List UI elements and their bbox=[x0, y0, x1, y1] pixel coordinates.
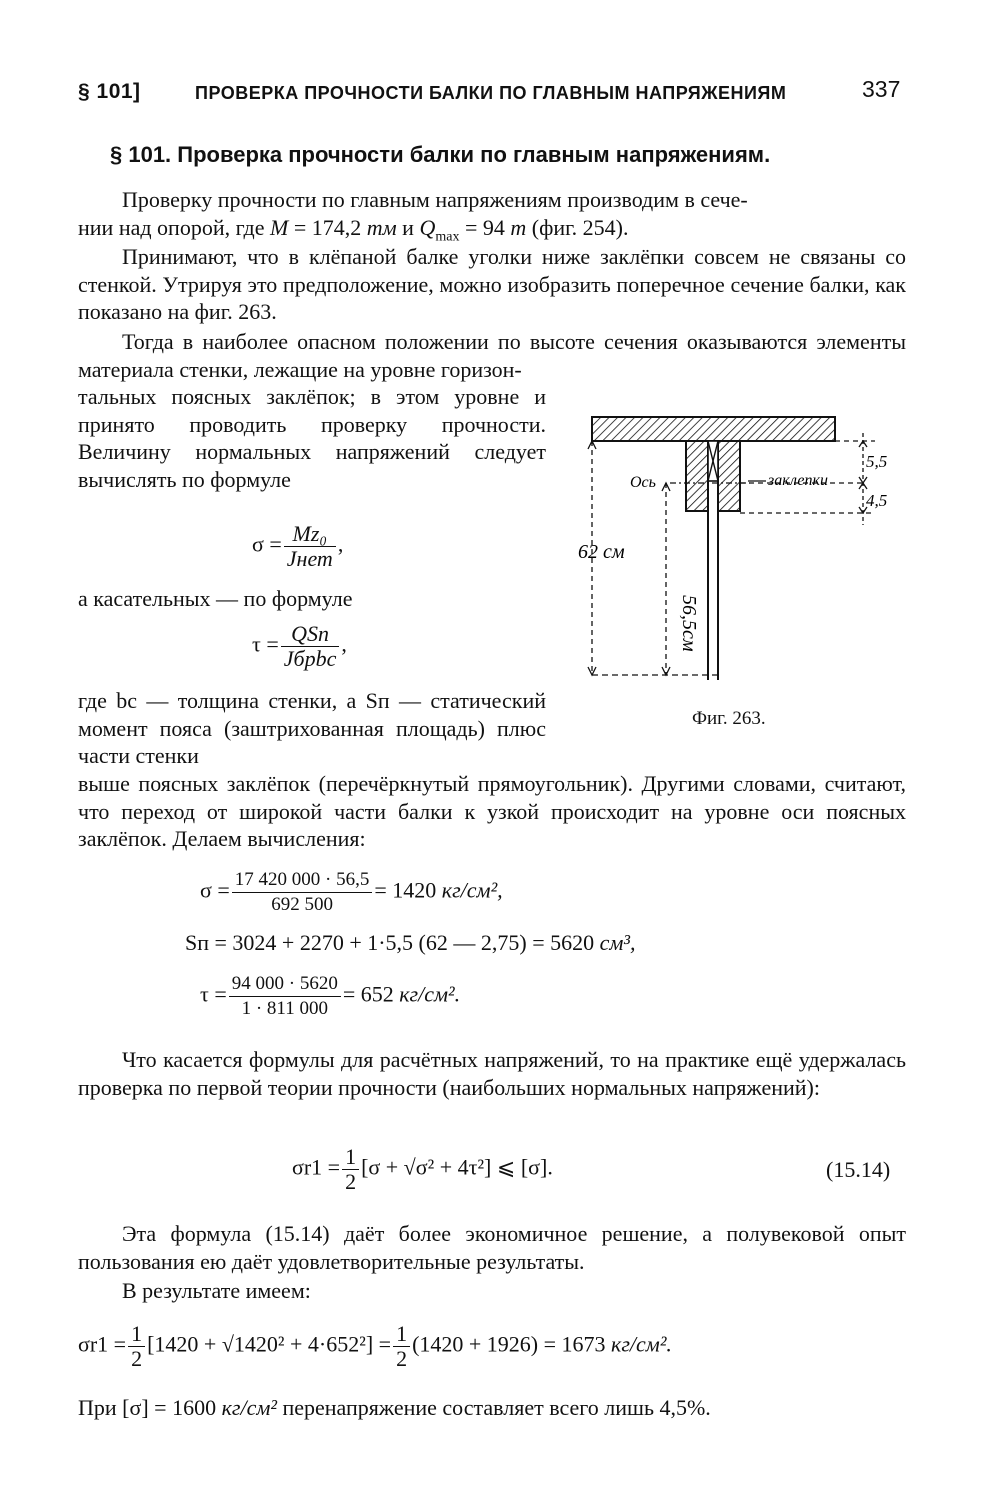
numerator: 1 bbox=[393, 1322, 410, 1347]
denominator: 2 bbox=[131, 1346, 143, 1371]
formula-lhs: σr1 = bbox=[292, 1154, 341, 1180]
fraction bbox=[232, 868, 373, 917]
formula-sigma bbox=[252, 522, 343, 571]
text-run: нии над опорой, где bbox=[78, 214, 270, 240]
dim-5-5-label: 5,5 bbox=[866, 452, 888, 471]
fraction-half bbox=[128, 1322, 145, 1371]
formula-lhs: σ = bbox=[252, 531, 282, 557]
calc-tau bbox=[200, 972, 460, 1021]
formula-rhs: = 652 bbox=[342, 981, 400, 1007]
fraction bbox=[229, 972, 341, 1021]
formula-tail: , bbox=[337, 531, 344, 557]
figure-263-beam-section bbox=[570, 405, 900, 690]
left-angle bbox=[686, 441, 708, 511]
denominator: Jнет bbox=[286, 546, 333, 571]
formula-tail: , bbox=[341, 631, 347, 657]
denominator: 2 bbox=[345, 1169, 357, 1194]
denominator: 1 · 811 000 bbox=[241, 998, 328, 1019]
dim-56-5-label: 56,5см bbox=[678, 595, 700, 652]
page-number: 337 bbox=[862, 76, 901, 102]
formula-lhs: σ = bbox=[200, 877, 230, 903]
text-run: = 94 bbox=[459, 214, 511, 240]
paragraph-1 bbox=[78, 186, 906, 250]
calc-sigma bbox=[200, 868, 503, 917]
unit-t: т bbox=[510, 214, 527, 240]
axis-label: Ось bbox=[630, 474, 656, 491]
running-title: ПРОВЕРКА ПРОЧНОСТИ БАЛКИ ПО ГЛАВНЫМ НАПРЯЖЕНИЯМ bbox=[195, 83, 787, 103]
fraction bbox=[281, 622, 340, 671]
denominator: 692 500 bbox=[271, 894, 333, 915]
right-angle bbox=[718, 441, 740, 511]
symbol-M: M bbox=[269, 214, 289, 240]
numerator: Mz₀ bbox=[284, 522, 336, 547]
paragraph-3-narrow: тальных поясных заклёпок; в этом уровне и принято проводить проверку прочности. Величину нормальных напряжений следует вычислять по формуле bbox=[78, 384, 546, 492]
text-run: и bbox=[396, 214, 420, 240]
unit: кг/см². bbox=[611, 1331, 672, 1357]
formula-tail: (1420 + 1926) = 1673 bbox=[412, 1331, 612, 1357]
formula-tau bbox=[252, 622, 347, 671]
equation-15-14 bbox=[292, 1145, 553, 1194]
figure-caption: Фиг. 263. bbox=[692, 708, 766, 729]
paragraph-7: В результате имеем: bbox=[122, 1278, 311, 1303]
calc-sp bbox=[185, 930, 636, 956]
denominator: 2 bbox=[396, 1346, 408, 1371]
paragraph-2: Принимают, что в клёпаной балке уголки ниже заклёпки совсем не связаны со стенкой. Утрируя это предположение, можно изобразить поперечное сечение балки, как показано на фиг. 263. bbox=[78, 244, 906, 324]
unit-tm: тм bbox=[366, 214, 397, 240]
dim-62-label: 62 см bbox=[578, 541, 625, 563]
text-run: (фиг. 254). bbox=[526, 214, 629, 240]
symbol-Q: Q bbox=[419, 214, 436, 240]
header-section: § 101] bbox=[78, 80, 141, 103]
text-run: При [σ] = 1600 bbox=[78, 1395, 222, 1420]
formula-body: Sп = 3024 + 2270 + 1·5,5 (62 — 2,75) = 5620 bbox=[185, 930, 600, 955]
rivets-label: заклепки bbox=[768, 472, 829, 489]
dim-4-5-label: 4,5 bbox=[866, 491, 888, 510]
formula-mid: [1420 + √1420² + 4·652²] = bbox=[147, 1331, 392, 1357]
formula-body: [σ + √σ² + 4τ²] ⩽ [σ]. bbox=[361, 1154, 553, 1180]
text-run: перенапряжение составляет всего лишь 4,5%. bbox=[276, 1395, 711, 1420]
paragraph-8 bbox=[78, 1395, 711, 1421]
tangential-intro: а касательных — по формуле bbox=[78, 586, 353, 611]
unit: кг/см². bbox=[399, 981, 461, 1007]
numerator: QSп bbox=[281, 622, 340, 647]
fraction-half bbox=[393, 1322, 410, 1371]
paragraph-3-full: Тогда в наиболее опасном положении по высоте сечения оказываются элементы материала стенки, лежащие на уровне горизон- bbox=[78, 329, 906, 382]
formula-lhs: τ = bbox=[200, 981, 227, 1007]
section-title: § 101. Проверка прочности балки по главным напряжениям. bbox=[110, 142, 771, 167]
unit: кг/см², bbox=[441, 877, 503, 903]
paragraph-4-narrow: где bс — толщина стенки, а Sп — статический момент пояса (заштрихованная площадь) плюс части стенки bbox=[78, 688, 546, 768]
numerator: 1 bbox=[128, 1322, 145, 1347]
fraction-half bbox=[342, 1145, 359, 1194]
final-computation bbox=[78, 1322, 672, 1371]
paragraph-5: Что касается формулы для расчётных напряжений, то на практике ещё удержалась проверка по первой теории прочности (наибольших нормальных напряжений): bbox=[78, 1047, 906, 1100]
paragraph-1-line-1: Проверку прочности по главным напряжениям производим в сече- bbox=[122, 187, 748, 212]
paragraph-6: Эта формула (15.14) даёт более экономичное решение, а полувековой опыт пользования ею даёт удовлетворительные результаты. bbox=[78, 1221, 906, 1274]
formula-lhs: τ = bbox=[252, 631, 279, 657]
text-run: = 174,2 bbox=[288, 214, 367, 240]
fraction bbox=[284, 522, 336, 571]
flange-plate bbox=[592, 417, 835, 441]
unit: см³, bbox=[599, 930, 636, 955]
numerator: 1 bbox=[342, 1145, 359, 1170]
subscript-max: max bbox=[435, 228, 460, 244]
formula-lhs: σr1 = bbox=[78, 1331, 127, 1357]
unit: кг/см² bbox=[221, 1395, 277, 1420]
equation-number: (15.14) bbox=[826, 1157, 891, 1182]
paragraph-4-full: выше поясных заклёпок (перечёркнутый прямоугольник). Другими словами, считают, что переход от широкой части балки к узкой происходит на уровне оси поясных заклёпок. Делаем вычисления: bbox=[78, 771, 906, 851]
formula-rhs: = 1420 bbox=[374, 877, 442, 903]
denominator: Jбрbс bbox=[283, 646, 337, 671]
numerator: 17 420 000 · 56,5 bbox=[232, 868, 373, 893]
numerator: 94 000 · 5620 bbox=[229, 972, 341, 997]
